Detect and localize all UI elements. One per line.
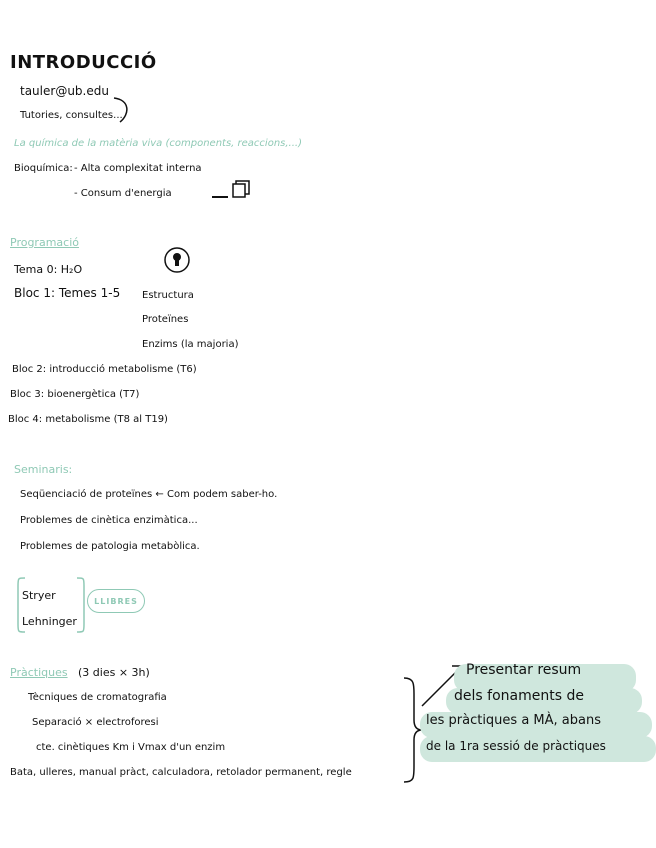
bloc3-text: Bloc 3: bioenergètica (T7) bbox=[10, 389, 140, 400]
bioquimica-point-1: - Alta complexitat interna bbox=[74, 163, 202, 174]
practiques-materials: Bata, ulleres, manual pràct, calculadora, retolador permanent, regle bbox=[10, 767, 352, 778]
dash-mark bbox=[212, 196, 228, 198]
bioquimica-point-2: - Consum d'energia bbox=[74, 188, 172, 199]
practiques-heading: Pràctiques bbox=[10, 666, 68, 679]
page-title: INTRODUCCIÓ bbox=[10, 52, 157, 73]
bloc4-text: Bloc 4: metabolisme (T8 al T19) bbox=[8, 414, 168, 425]
note-line-1: Presentar resum bbox=[466, 662, 582, 678]
bloc1-text: Bloc 1: Temes 1-5 bbox=[14, 286, 121, 300]
subtitle-text: La química de la matèria viva (components, reaccions,...) bbox=[14, 138, 302, 149]
email-text: tauler@ub.edu bbox=[20, 84, 109, 98]
practiques-item-1: Tècniques de cromatografia bbox=[28, 692, 167, 703]
bioquimica-label: Bioquímica: bbox=[14, 163, 73, 174]
seminaris-item-1: Seqüenciació de proteïnes ← Com podem saber-ho. bbox=[20, 489, 278, 500]
programacio-heading: Programació bbox=[10, 236, 79, 249]
seminaris-heading: Seminaris: bbox=[14, 463, 73, 476]
practiques-item-2: Separació × electroforesi bbox=[32, 717, 159, 728]
bloc2-text: Bloc 2: introducció metabolisme (T6) bbox=[12, 364, 197, 375]
seminaris-item-2: Problemes de cinètica enzimàtica... bbox=[20, 515, 198, 526]
note-line-2: dels fonaments de bbox=[454, 688, 584, 704]
bloc1-item-proteines: Proteïnes bbox=[142, 314, 189, 325]
practiques-duration: (3 dies × 3h) bbox=[78, 666, 150, 679]
practiques-item-3: cte. cinètiques Km i Vmax d'un enzim bbox=[36, 742, 226, 753]
note-line-3: les pràctiques a MÀ, abans bbox=[426, 713, 601, 728]
bloc1-item-estructura: Estructura bbox=[142, 290, 194, 301]
seminaris-item-3: Problemes de patologia metabòlica. bbox=[20, 541, 200, 552]
lock-icon bbox=[163, 246, 191, 274]
llibres-badge: LLIBRES bbox=[87, 589, 145, 613]
note-line-4: de la 1ra sessió de pràctiques bbox=[426, 739, 606, 753]
tema0-text: Tema 0: H₂O bbox=[14, 263, 83, 276]
tutorials-text: Tutories, consultes... bbox=[20, 110, 123, 121]
bloc1-item-enzims: Enzims (la majoria) bbox=[142, 339, 239, 350]
book-lehninger: Lehninger bbox=[22, 615, 77, 628]
book-stryer: Stryer bbox=[22, 589, 56, 602]
cube-icon bbox=[232, 180, 250, 198]
